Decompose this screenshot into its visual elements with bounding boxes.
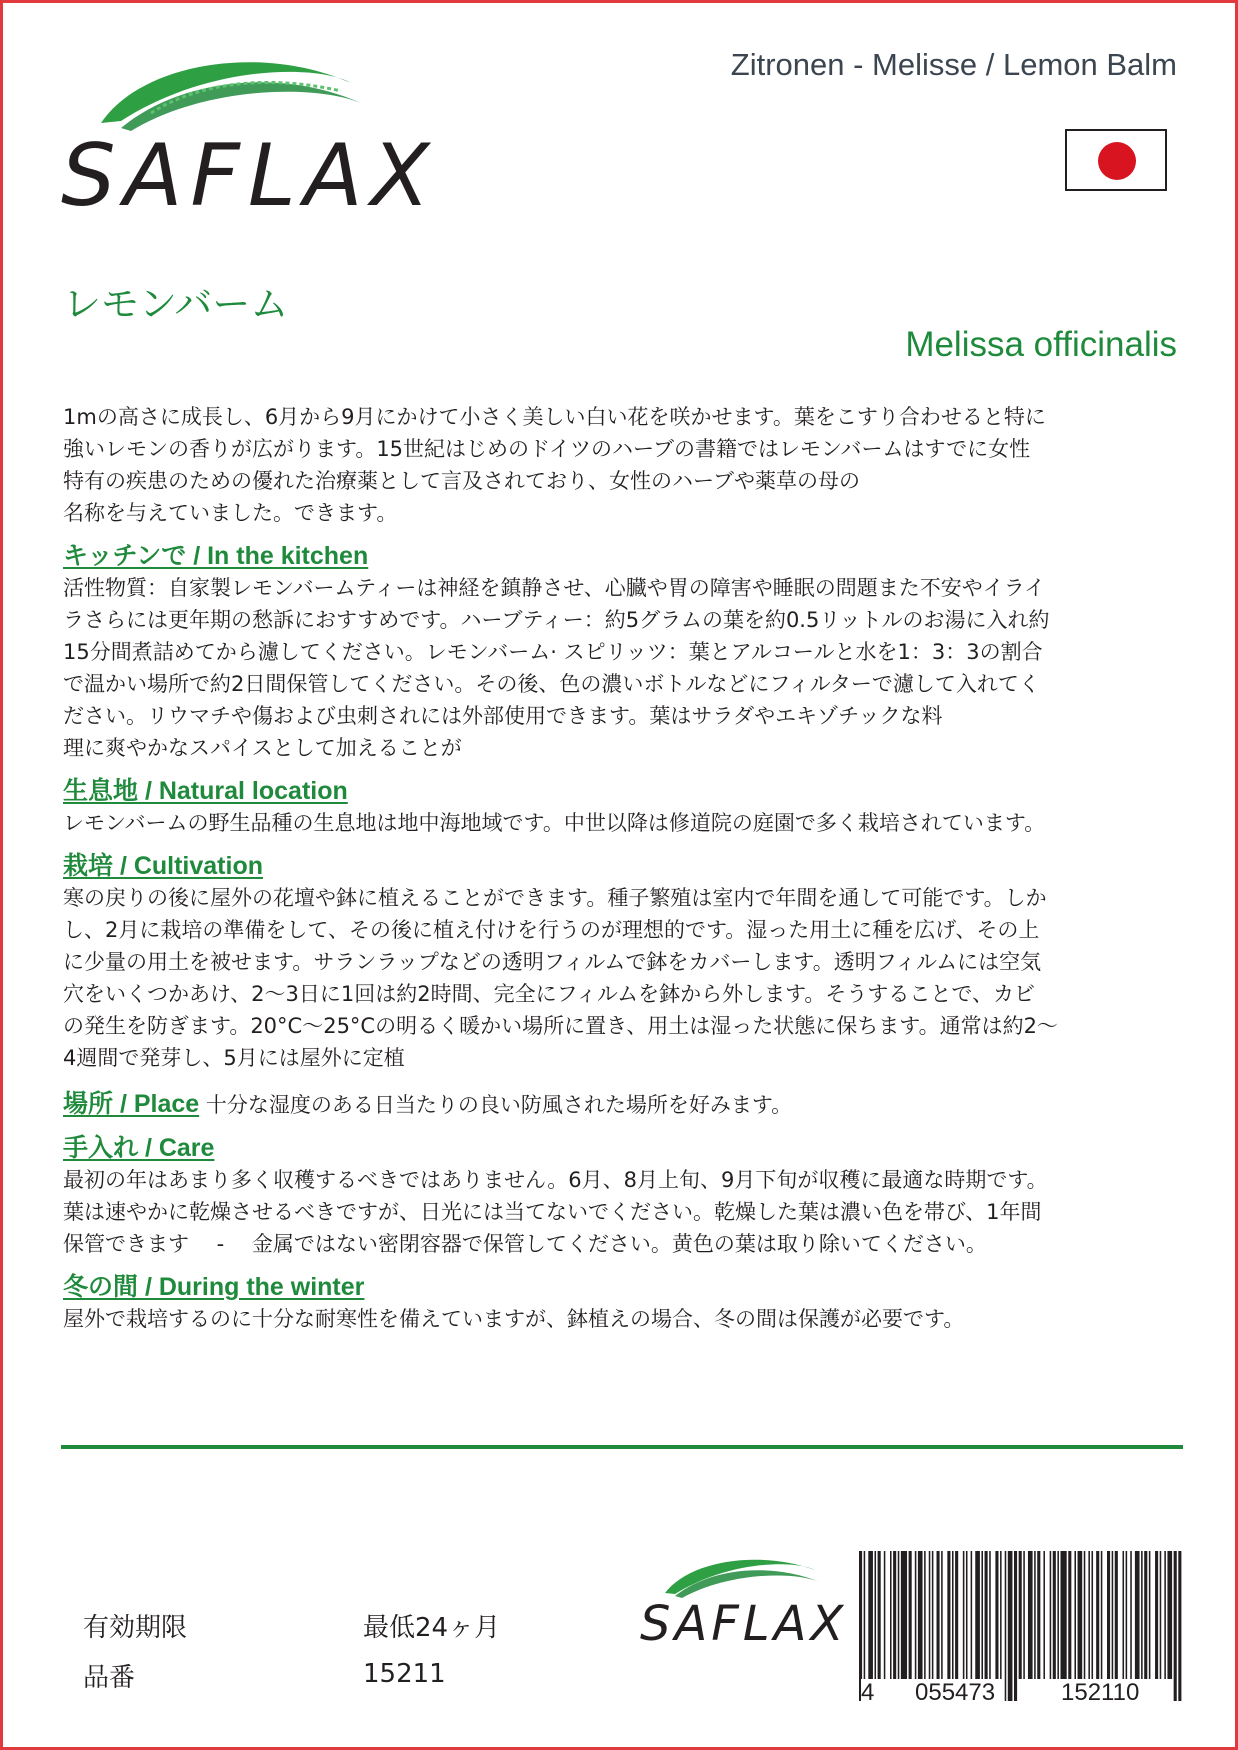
kitchen-line: 活性物質：自家製レモンバームティーは神経を鎮静させ、心臓や胃の障害や睡眠の問題また不安やイライ — [63, 576, 1046, 600]
cultivation-line: 穴をいくつかあけ、2～3日に1回は約2時間、完全にフィルムを鉢から外します。そうすることで、カビ — [63, 982, 1035, 1006]
barcode-bar — [947, 1551, 950, 1679]
saflax-logo-top — [61, 43, 438, 226]
barcode-left-group: 055473 — [915, 1679, 996, 1706]
flag-red-disc — [1098, 142, 1136, 180]
barcode-right-group: 152110 — [1061, 1679, 1140, 1706]
section-place — [63, 1088, 1188, 1121]
barcode-bar — [901, 1551, 907, 1679]
winter-line: 屋外で栽培するのに十分な耐寒性を備えていますが、鉢植えの場合、冬の間は保護が必要です。 — [63, 1307, 965, 1331]
barcode-bar — [1074, 1551, 1076, 1679]
barcode-bar — [1126, 1551, 1128, 1679]
barcode-first-digit: 4 — [861, 1679, 875, 1706]
section-cultivation — [63, 850, 1188, 1074]
place-text: 十分な湿度のある日当たりの良い防風された場所を好みます。 — [205, 1093, 793, 1117]
barcode-bar — [890, 1551, 892, 1679]
barcode-bar — [1167, 1551, 1172, 1679]
barcode-bar — [1037, 1551, 1040, 1679]
barcode-bar — [1174, 1551, 1177, 1701]
expiry-value: 最低24ヶ月 — [363, 1613, 501, 1643]
intro-block — [63, 401, 1188, 529]
barcode-bar — [1043, 1551, 1045, 1679]
care-line: 最初の年はあまり多く収穫するべきではありません。6月、8月上旬、9月下旬が収穫に最適な時期です。 — [63, 1168, 1048, 1192]
intro-line: 名称を与えていました。できます。 — [63, 501, 398, 525]
barcode-bar — [952, 1551, 954, 1679]
barcode-bar — [995, 1551, 998, 1679]
barcode-bar — [1112, 1551, 1114, 1679]
barcode-bar — [985, 1551, 988, 1679]
heading-location: 生息地 / Natural location — [63, 777, 348, 805]
item-number-value: 15211 — [363, 1659, 446, 1689]
barcode-bar — [989, 1551, 991, 1679]
barcode-bar — [937, 1551, 940, 1679]
barcode-bar — [918, 1551, 923, 1679]
barcode-bar — [941, 1551, 943, 1679]
brand-wordmark: SAFLAX — [61, 126, 438, 226]
heading-kitchen: キッチンで / In the kitchen — [63, 542, 369, 570]
barcode-bar — [868, 1551, 873, 1679]
barcode-bar — [1115, 1551, 1118, 1679]
barcode-bar — [932, 1551, 934, 1679]
barcode-bar — [1034, 1551, 1036, 1679]
barcode-bar — [1178, 1551, 1181, 1701]
expiry-label: 有効期限 — [83, 1613, 188, 1643]
barcode-bar — [1101, 1551, 1103, 1679]
barcode-bar — [1078, 1551, 1083, 1679]
barcode-bar — [875, 1551, 877, 1679]
barcode-bar — [1005, 1551, 1007, 1701]
barcode-bar — [1019, 1551, 1022, 1679]
barcode-bar — [1000, 1551, 1002, 1679]
barcode-bar — [963, 1551, 965, 1679]
barcode-bar — [1008, 1551, 1013, 1701]
cultivation-line: の発生を防ぎます。20°C〜25°Cの明るく暖かい場所に置き、用土は湿った状態に保ちます。通常は約2～ — [63, 1014, 1058, 1038]
barcode-bar — [1084, 1551, 1086, 1679]
cultivation-line: に少量の用土を被せます。サランラップなどの透明フィルムで鉢をカバーします。透明フィルムには空気 — [63, 950, 1042, 974]
kitchen-line: ださい。リウマチや傷および虫刺されには外部使用できます。葉はサラダやエキゾチックな料 — [63, 704, 943, 728]
barcode-bar — [1123, 1551, 1125, 1679]
location-line: レモンバームの野生品種の生息地は地中海地域です。中世以降は修道院の庭園で多く栽培されています。 — [63, 811, 1046, 835]
heading-winter: 冬の間 / During the winter — [63, 1273, 365, 1301]
barcode-bar — [1149, 1551, 1151, 1679]
barcode-bar — [1107, 1551, 1110, 1679]
barcode-bar — [884, 1551, 886, 1679]
kitchen-line: 理に爽やかなスパイスとして加えることが — [63, 736, 462, 760]
barcode-bar — [1050, 1551, 1052, 1679]
heading-cultivation: 栽培 / Cultivation — [63, 852, 264, 880]
section-kitchen — [63, 540, 1188, 764]
barcode-bar — [1061, 1551, 1067, 1679]
care-line: 保管できます - 金属ではない密閉容器で保管してください。黄色の葉は取り除いてください。 — [63, 1232, 987, 1256]
barcode-bar — [1028, 1551, 1033, 1679]
care-line: 葉は速やかに乾燥させるべきですが、日光には当てないでください。乾燥した葉は濃い色を帯び、1年間 — [63, 1200, 1042, 1224]
latin-name: Melissa officinalis — [905, 325, 1177, 364]
heading-place: 場所 / Place — [63, 1090, 200, 1118]
cultivation-line: 寒の戻りの後に屋外の花壇や鉢に植えることができます。種子繁殖は室内で年間を通して可能です。しか — [63, 886, 1047, 910]
barcode-bar — [1014, 1551, 1017, 1701]
barcode-bar — [924, 1551, 926, 1679]
product-title: Zitronen - Melisse / Lemon Balm — [730, 47, 1177, 82]
brand-wordmark: SAFLAX — [640, 1596, 848, 1652]
barcode-bar — [1141, 1551, 1143, 1679]
intro-line: 特有の疾患のための優れた治療薬として言及されており、女性のハーブや薬草の母の — [63, 469, 860, 493]
barcode-bar — [898, 1551, 900, 1679]
barcode-bar — [966, 1551, 968, 1679]
barcode-bar — [1164, 1551, 1166, 1679]
barcode-bar — [1057, 1551, 1059, 1679]
barcode-bar — [1135, 1551, 1140, 1679]
intro-line: 強いレモンの香りが広がります。15世紀はじめのドイツのハーブの書籍ではレモンバームはすでに女性 — [63, 437, 1031, 461]
section-winter — [63, 1271, 1188, 1335]
barcode-bar — [915, 1551, 917, 1679]
barcode-bar — [981, 1551, 983, 1679]
kitchen-line: で温かい場所で約2日間保管してください。その後、色の濃いボトルなどにフィルターで濾して入れてく — [63, 672, 1040, 696]
japan-flag-icon — [1065, 129, 1167, 191]
barcode-bar — [975, 1551, 980, 1679]
barcode-bar — [878, 1551, 881, 1679]
barcode-bar — [1053, 1551, 1056, 1679]
intro-line: 1mの高さに成長し、6月から9月にかけて小さく美しい白い花を咲かせます。葉をこすり合わせると特に — [63, 405, 1046, 429]
japanese-title: レモンバーム — [63, 282, 289, 326]
cultivation-line: 4週間で発芽し、5月には屋外に定植 — [63, 1046, 405, 1070]
footer-divider — [61, 1445, 1183, 1449]
barcode-bar — [955, 1551, 958, 1679]
barcode-bar — [909, 1551, 912, 1679]
barcode-bar — [1155, 1551, 1158, 1679]
cultivation-line: し、2月に栽培の準備をして、その後に植え付けを行うのが理想的です。湿った用土に種を広げ、その上 — [63, 918, 1040, 942]
section-location — [63, 775, 1188, 839]
item-number-label: 品番 — [83, 1663, 136, 1693]
barcode-bar — [1160, 1551, 1162, 1679]
place-line — [63, 1088, 1188, 1121]
barcode-bar — [929, 1551, 931, 1679]
barcode-bar — [893, 1551, 896, 1679]
saflax-logo-bottom — [640, 1548, 848, 1652]
kitchen-line: ラさらには更年期の愁訴におすすめです。ハーブティー：約5グラムの葉を約0.5リットルのお湯に入れ約 — [63, 608, 1050, 632]
barcode-bar — [1144, 1551, 1147, 1679]
barcode-bar — [1068, 1551, 1071, 1679]
barcode-bar — [1088, 1551, 1090, 1679]
barcode-bar — [971, 1551, 973, 1679]
heading-care: 手入れ / Care — [63, 1134, 215, 1162]
kitchen-line: 15分間煮詰めてから濾してください。レモンバーム· スピリッツ：葉とアルコールと水を1：3：3の割合 — [63, 640, 1043, 664]
barcode-bar — [1023, 1551, 1025, 1679]
barcode-bar — [1092, 1551, 1094, 1679]
description-content — [63, 401, 1188, 1335]
barcode-bar — [1096, 1551, 1099, 1679]
section-care — [63, 1132, 1188, 1260]
barcode-bar — [1130, 1551, 1132, 1679]
